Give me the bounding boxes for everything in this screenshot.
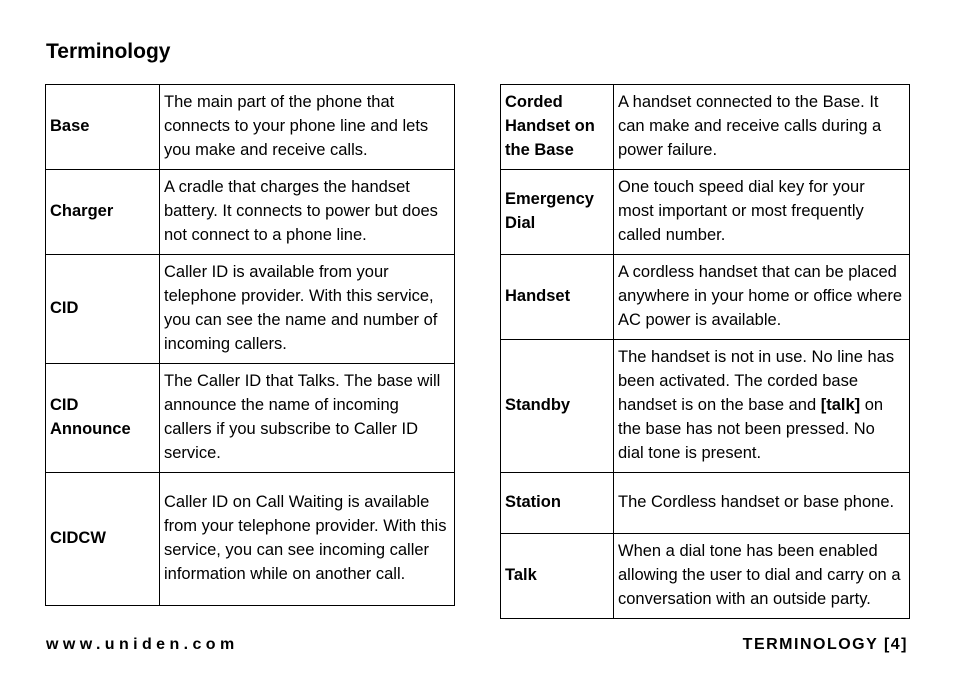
definition-cell: The main part of the phone that connects to your phone line and lets you make and receive calls. bbox=[160, 85, 455, 170]
definition-text: on the base has not been pressed. No dial tone is present. bbox=[618, 395, 884, 462]
term-cell: Station bbox=[501, 473, 614, 534]
definition-cell: A cradle that charges the handset battery. It connects to power but does not connect to a phone line. bbox=[160, 170, 455, 255]
term-cell: CID bbox=[46, 255, 160, 364]
term-cell: Emergency Dial bbox=[501, 170, 614, 255]
page-title: Terminology bbox=[46, 40, 171, 63]
footer-website: www.uniden.com bbox=[46, 636, 239, 653]
footer-section-label: TERMINOLOGY [4] bbox=[742, 636, 908, 653]
table-row bbox=[501, 85, 910, 170]
definition-text: The handset is not in use. No line has been activated. The corded base handset is on the base and bbox=[618, 347, 895, 414]
definition-cell: Caller ID on Call Waiting is available from your telephone provider. With this service, you can see incoming caller information while on another call. bbox=[160, 473, 455, 606]
definition-cell: Caller ID is available from your telephone provider. With this service, you can see the name and number of incoming callers. bbox=[160, 255, 455, 364]
table-row bbox=[501, 340, 910, 473]
definition-cell: The Cordless handset or base phone. bbox=[614, 473, 910, 534]
term-cell: Corded Handset on the Base bbox=[501, 85, 614, 170]
term-cell: Handset bbox=[501, 255, 614, 340]
term-cell: CID Announce bbox=[46, 364, 160, 473]
term-cell: CIDCW bbox=[46, 473, 160, 606]
table-row bbox=[501, 534, 910, 619]
definition-cell bbox=[614, 340, 910, 473]
term-cell: Talk bbox=[501, 534, 614, 619]
definition-cell: A handset connected to the Base. It can make and receive calls during a power failure. bbox=[614, 85, 910, 170]
terminology-table-right bbox=[500, 84, 910, 619]
table-row bbox=[46, 85, 455, 170]
definition-cell: The Caller ID that Talks. The base will announce the name of incoming callers if you subscribe to Caller ID service. bbox=[160, 364, 455, 473]
term-cell: Standby bbox=[501, 340, 614, 473]
table-row bbox=[46, 473, 455, 606]
definition-cell: A cordless handset that can be placed anywhere in your home or office where AC power is available. bbox=[614, 255, 910, 340]
table-row bbox=[501, 473, 910, 534]
talk-key-label: [talk] bbox=[820, 395, 861, 414]
table-row bbox=[501, 255, 910, 340]
term-cell: Base bbox=[46, 85, 160, 170]
table-row bbox=[46, 170, 455, 255]
terminology-table-left bbox=[45, 84, 455, 606]
table-row bbox=[46, 364, 455, 473]
term-cell: Charger bbox=[46, 170, 160, 255]
table-row bbox=[46, 255, 455, 364]
table-row bbox=[501, 170, 910, 255]
definition-cell: One touch speed dial key for your most important or most frequently called number. bbox=[614, 170, 910, 255]
definition-cell: When a dial tone has been enabled allowing the user to dial and carry on a conversation with an outside party. bbox=[614, 534, 910, 619]
